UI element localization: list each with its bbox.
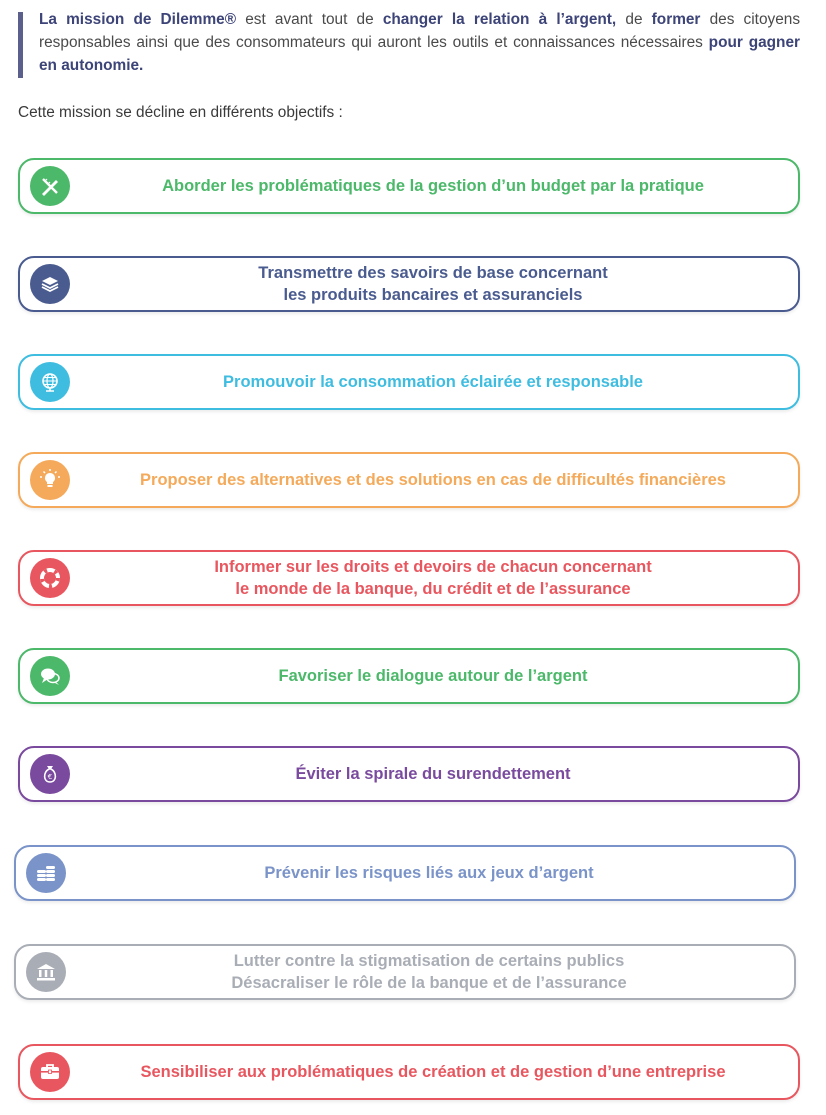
lifebuoy-icon (30, 558, 70, 598)
intro-text-1: est avant tout de (236, 11, 383, 28)
objective-card-consommation (18, 354, 800, 410)
objective-text (80, 1046, 786, 1098)
coins-icon (26, 853, 66, 893)
intro-block (18, 8, 808, 80)
globe-icon (30, 362, 70, 402)
objective-card-entreprise (18, 1044, 800, 1100)
briefcase-icon (30, 1052, 70, 1092)
objective-line-1: Lutter contre la stigmatisation de certains publics (233, 952, 625, 970)
objective-line-1: Promouvoir la consommation éclairée et responsable (223, 373, 643, 391)
objective-line-1: Aborder les problématiques de la gestion d’un budget par la pratique (162, 177, 704, 195)
objective-text (80, 650, 786, 702)
objective-line-1: Prévenir les risques liés aux jeux d’argent (264, 864, 594, 882)
objective-line-1: Informer sur les droits et devoirs de chacun concernant (214, 558, 652, 576)
objective-text (76, 946, 782, 998)
intro-bold-2: changer la relation à l’argent, (382, 11, 617, 28)
objective-card-savoirs (18, 256, 800, 312)
objective-text (76, 847, 782, 899)
intro-bold-4: pour gagner en autonomie. (39, 34, 801, 74)
objective-line-1: Transmettre des savoirs de base concernant (258, 264, 608, 282)
objective-text (80, 258, 786, 310)
objective-card-dialogue (18, 648, 800, 704)
objective-line-1: Proposer des alternatives et des solutions en cas de difficultés financières (140, 471, 726, 489)
objective-line-1: Éviter la spirale du surendettement (295, 765, 571, 783)
bank-icon (26, 952, 66, 992)
intro-bold-1: La mission de Dilemme® (39, 11, 237, 28)
intro-paragraph (39, 8, 800, 77)
lightbulb-icon (30, 460, 70, 500)
books-icon (30, 264, 70, 304)
intro-bold-3: former (651, 11, 701, 28)
speech-bubbles-icon (30, 656, 70, 696)
objective-text (80, 748, 786, 800)
objectives-lead: Cette mission se décline en différents objectifs : (18, 104, 343, 121)
intro-text-2: de (616, 11, 652, 28)
objective-text (80, 454, 786, 506)
svg-text:€: € (47, 773, 53, 781)
intro-accent-bar (18, 12, 23, 78)
objective-line-2: les produits bancaires et assuranciels (283, 286, 583, 304)
objective-card-droits (18, 550, 800, 606)
objective-text (80, 160, 786, 212)
money-bag-icon (30, 754, 70, 794)
objective-text (80, 552, 786, 604)
objective-line-1: Sensibiliser aux problématiques de création et de gestion d’une entreprise (140, 1063, 726, 1081)
objective-card-stigmatisation (14, 944, 796, 1000)
objective-card-surendettement (18, 746, 800, 802)
objective-line-2: le monde de la banque, du crédit et de l’assurance (235, 580, 631, 598)
objective-card-jeux (14, 845, 796, 901)
intro-text-3: des citoyens responsables ainsi que des consommateurs qui auront les outils et connaissances nécessaires (39, 11, 801, 51)
pencil-ruler-icon (30, 166, 70, 206)
objective-line-1: Favoriser le dialogue autour de l’argent (278, 667, 588, 685)
objective-text (80, 356, 786, 408)
objective-card-budget (18, 158, 800, 214)
objective-card-alternatives (18, 452, 800, 508)
objective-line-2: Désacraliser le rôle de la banque et de l’assurance (231, 974, 627, 992)
